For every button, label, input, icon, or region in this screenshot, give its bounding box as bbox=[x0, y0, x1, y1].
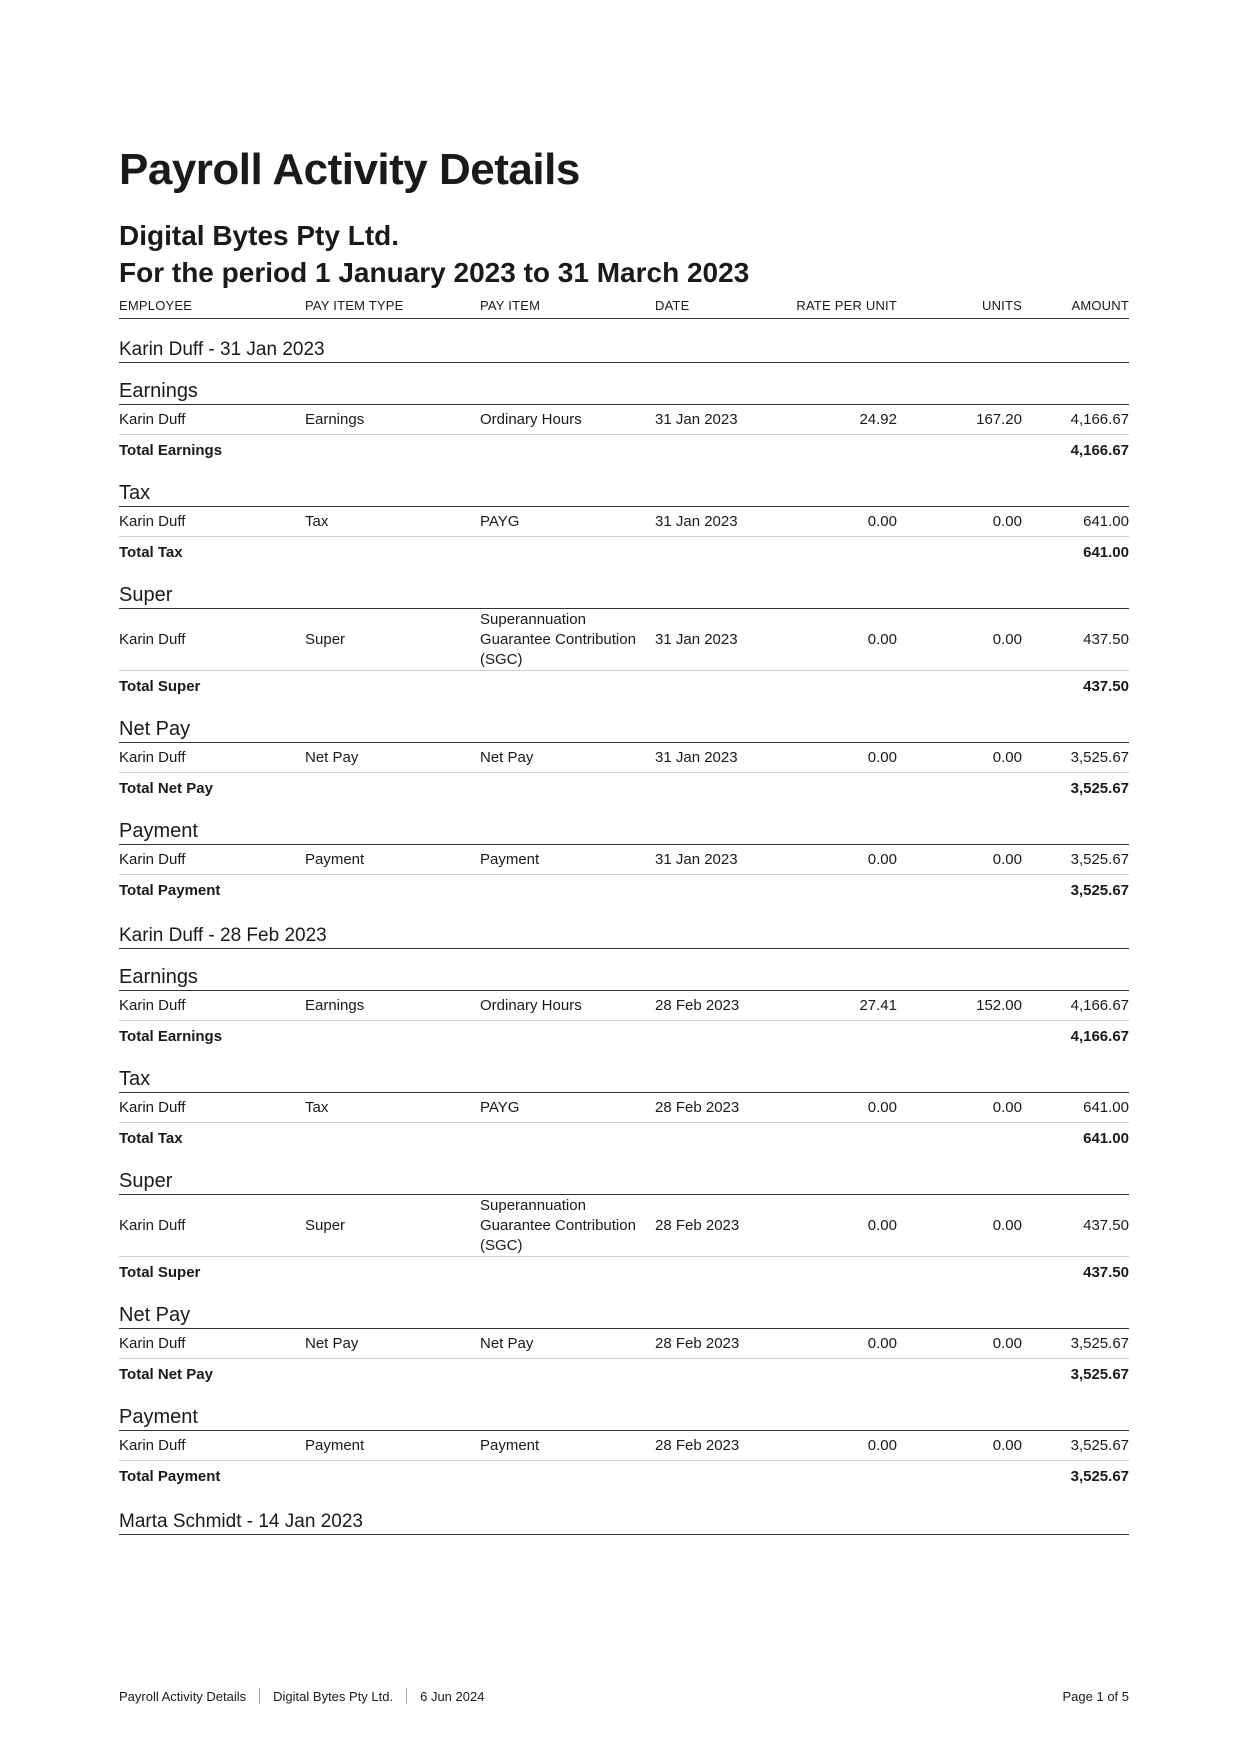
total-amount: 4,166.67 bbox=[1070, 441, 1129, 459]
cell-employee: Karin Duff bbox=[119, 513, 186, 530]
total-row bbox=[119, 1359, 1129, 1389]
footer-report-name: Payroll Activity Details bbox=[119, 1688, 247, 1704]
cell-pay-item-type: Earnings bbox=[305, 997, 365, 1014]
cell-employee: Karin Duff bbox=[119, 851, 186, 868]
cell-pay-item-type: Super bbox=[305, 631, 346, 648]
cell-rate-per-unit: 0.00 bbox=[867, 1217, 897, 1234]
total-label: Total Net Pay bbox=[119, 1365, 213, 1383]
cell-amount: 641.00 bbox=[1083, 1099, 1129, 1116]
col-pay-item: PAY ITEM bbox=[480, 298, 541, 313]
total-row bbox=[119, 1123, 1129, 1153]
cell-employee: Karin Duff bbox=[119, 411, 186, 428]
cell-pay-item: Superannuation Guarantee Contribution (SGC) bbox=[480, 1196, 636, 1254]
total-label: Total Super bbox=[119, 677, 201, 695]
cell-rate-per-unit: 0.00 bbox=[867, 851, 897, 868]
total-row bbox=[119, 1461, 1129, 1491]
section-heading: Net Pay bbox=[119, 1287, 1129, 1329]
total-row bbox=[119, 1021, 1129, 1051]
cell-pay-item-type: Earnings bbox=[305, 411, 365, 428]
cell-pay-item: PAYG bbox=[480, 1099, 520, 1116]
cell-units: 0.00 bbox=[992, 1217, 1022, 1234]
cell-amount: 437.50 bbox=[1083, 1217, 1129, 1234]
section-heading: Tax bbox=[119, 465, 1129, 507]
cell-date: 28 Feb 2023 bbox=[655, 1099, 740, 1116]
cell-employee: Karin Duff bbox=[119, 1217, 186, 1234]
cell-pay-item-type: Net Pay bbox=[305, 1335, 359, 1352]
total-label: Total Tax bbox=[119, 1129, 183, 1147]
cell-pay-item-type: Payment bbox=[305, 1437, 365, 1454]
cell-pay-item: Net Pay bbox=[480, 749, 534, 766]
total-label: Total Super bbox=[119, 1263, 201, 1281]
cell-pay-item-type: Payment bbox=[305, 851, 365, 868]
cell-pay-item-type: Net Pay bbox=[305, 749, 359, 766]
employee-groups bbox=[119, 319, 1129, 1535]
total-label: Total Tax bbox=[119, 543, 183, 561]
section-heading: Super bbox=[119, 567, 1129, 609]
cell-rate-per-unit: 0.00 bbox=[867, 749, 897, 766]
cell-date: 31 Jan 2023 bbox=[655, 851, 738, 868]
cell-amount: 3,525.67 bbox=[1070, 851, 1129, 868]
cell-pay-item-type: Tax bbox=[305, 513, 329, 530]
cell-date: 28 Feb 2023 bbox=[655, 1335, 740, 1352]
table-row bbox=[119, 1431, 1129, 1461]
table-row bbox=[119, 1093, 1129, 1123]
cell-pay-item: Superannuation Guarantee Contribution (SGC) bbox=[480, 610, 636, 668]
cell-amount: 3,525.67 bbox=[1070, 1335, 1129, 1352]
table-row bbox=[119, 1195, 1129, 1257]
col-employee: EMPLOYEE bbox=[119, 298, 193, 313]
total-amount: 437.50 bbox=[1083, 677, 1129, 695]
col-rate-per-unit: RATE PER UNIT bbox=[796, 298, 897, 313]
employee-period-heading: Karin Duff - 28 Feb 2023 bbox=[119, 905, 1129, 949]
total-label: Total Net Pay bbox=[119, 779, 213, 797]
cell-pay-item: Net Pay bbox=[480, 1335, 534, 1352]
cell-units: 152.00 bbox=[976, 997, 1022, 1014]
total-label: Total Payment bbox=[119, 1467, 221, 1485]
report-period: For the period 1 January 2023 to 31 March 2023 bbox=[119, 257, 750, 288]
cell-employee: Karin Duff bbox=[119, 1335, 186, 1352]
cell-pay-item: Payment bbox=[480, 851, 540, 868]
section-heading: Payment bbox=[119, 803, 1129, 845]
cell-employee: Karin Duff bbox=[119, 631, 186, 648]
cell-units: 0.00 bbox=[992, 1099, 1022, 1116]
table-row bbox=[119, 609, 1129, 671]
col-amount: AMOUNT bbox=[1071, 298, 1129, 313]
total-amount: 641.00 bbox=[1083, 543, 1129, 561]
total-row bbox=[119, 1257, 1129, 1287]
employee-period-heading: Marta Schmidt - 14 Jan 2023 bbox=[119, 1491, 1129, 1535]
total-amount: 3,525.67 bbox=[1070, 779, 1129, 797]
total-row bbox=[119, 671, 1129, 701]
total-row bbox=[119, 875, 1129, 905]
cell-employee: Karin Duff bbox=[119, 749, 186, 766]
cell-amount: 437.50 bbox=[1083, 631, 1129, 648]
employee-period-group bbox=[119, 319, 1129, 905]
table-row bbox=[119, 1329, 1129, 1359]
cell-date: 28 Feb 2023 bbox=[655, 1217, 740, 1234]
footer-divider bbox=[259, 1688, 260, 1704]
cell-pay-item: Ordinary Hours bbox=[480, 997, 582, 1014]
total-label: Total Earnings bbox=[119, 441, 223, 459]
section-heading: Earnings bbox=[119, 363, 1129, 405]
total-row bbox=[119, 537, 1129, 567]
cell-employee: Karin Duff bbox=[119, 1437, 186, 1454]
total-row bbox=[119, 773, 1129, 803]
total-amount: 4,166.67 bbox=[1070, 1027, 1129, 1045]
footer-company: Digital Bytes Pty Ltd. bbox=[273, 1688, 394, 1704]
total-amount: 3,525.67 bbox=[1070, 1365, 1129, 1383]
cell-date: 31 Jan 2023 bbox=[655, 411, 738, 428]
page-footer bbox=[119, 1688, 1129, 1704]
employee-period-group bbox=[119, 1491, 1129, 1535]
footer-divider bbox=[406, 1688, 407, 1704]
cell-amount: 4,166.67 bbox=[1070, 997, 1129, 1014]
cell-rate-per-unit: 27.41 bbox=[859, 997, 897, 1014]
col-units: UNITS bbox=[982, 298, 1022, 313]
section-heading: Net Pay bbox=[119, 701, 1129, 743]
cell-date: 31 Jan 2023 bbox=[655, 631, 738, 648]
employee-period-group bbox=[119, 905, 1129, 1491]
company-name: Digital Bytes Pty Ltd. bbox=[119, 220, 400, 251]
cell-date: 31 Jan 2023 bbox=[655, 513, 738, 530]
cell-units: 0.00 bbox=[992, 1437, 1022, 1454]
cell-employee: Karin Duff bbox=[119, 997, 186, 1014]
cell-date: 31 Jan 2023 bbox=[655, 749, 738, 766]
cell-rate-per-unit: 0.00 bbox=[867, 513, 897, 530]
col-date: DATE bbox=[655, 298, 690, 313]
cell-employee: Karin Duff bbox=[119, 1099, 186, 1116]
cell-rate-per-unit: 0.00 bbox=[867, 1099, 897, 1116]
table-row bbox=[119, 845, 1129, 875]
section-heading: Super bbox=[119, 1153, 1129, 1195]
cell-amount: 3,525.67 bbox=[1070, 749, 1129, 766]
cell-amount: 4,166.67 bbox=[1070, 411, 1129, 428]
col-pay-item-type: PAY ITEM TYPE bbox=[305, 298, 404, 313]
footer-date: 6 Jun 2024 bbox=[420, 1688, 485, 1704]
table-row bbox=[119, 507, 1129, 537]
cell-pay-item: Payment bbox=[480, 1437, 540, 1454]
table-row bbox=[119, 991, 1129, 1021]
report-title: Payroll Activity Details bbox=[119, 145, 580, 194]
cell-rate-per-unit: 0.00 bbox=[867, 1335, 897, 1352]
table-row bbox=[119, 405, 1129, 435]
cell-pay-item: Ordinary Hours bbox=[480, 411, 582, 428]
cell-pay-item-type: Tax bbox=[305, 1099, 329, 1116]
total-amount: 3,525.67 bbox=[1070, 1467, 1129, 1485]
section-heading: Earnings bbox=[119, 949, 1129, 991]
table-header bbox=[119, 294, 1129, 319]
cell-pay-item-type: Super bbox=[305, 1217, 346, 1234]
total-row bbox=[119, 435, 1129, 465]
section-heading: Payment bbox=[119, 1389, 1129, 1431]
total-amount: 3,525.67 bbox=[1070, 881, 1129, 899]
cell-units: 0.00 bbox=[992, 851, 1022, 868]
cell-rate-per-unit: 0.00 bbox=[867, 631, 897, 648]
total-label: Total Payment bbox=[119, 881, 221, 899]
cell-units: 0.00 bbox=[992, 631, 1022, 648]
total-amount: 437.50 bbox=[1083, 1263, 1129, 1281]
cell-rate-per-unit: 24.92 bbox=[859, 411, 897, 428]
cell-units: 0.00 bbox=[992, 513, 1022, 530]
total-amount: 641.00 bbox=[1083, 1129, 1129, 1147]
cell-units: 167.20 bbox=[976, 411, 1022, 428]
employee-period-heading: Karin Duff - 31 Jan 2023 bbox=[119, 319, 1129, 363]
section-heading: Tax bbox=[119, 1051, 1129, 1093]
payroll-table bbox=[119, 294, 1129, 1535]
cell-date: 28 Feb 2023 bbox=[655, 1437, 740, 1454]
cell-date: 28 Feb 2023 bbox=[655, 997, 740, 1014]
total-label: Total Earnings bbox=[119, 1027, 223, 1045]
cell-amount: 641.00 bbox=[1083, 513, 1129, 530]
cell-rate-per-unit: 0.00 bbox=[867, 1437, 897, 1454]
cell-units: 0.00 bbox=[992, 1335, 1022, 1352]
cell-pay-item: PAYG bbox=[480, 513, 520, 530]
cell-amount: 3,525.67 bbox=[1070, 1437, 1129, 1454]
cell-units: 0.00 bbox=[992, 749, 1022, 766]
page-number: Page 1 of 5 bbox=[1062, 1688, 1129, 1704]
table-row bbox=[119, 743, 1129, 773]
